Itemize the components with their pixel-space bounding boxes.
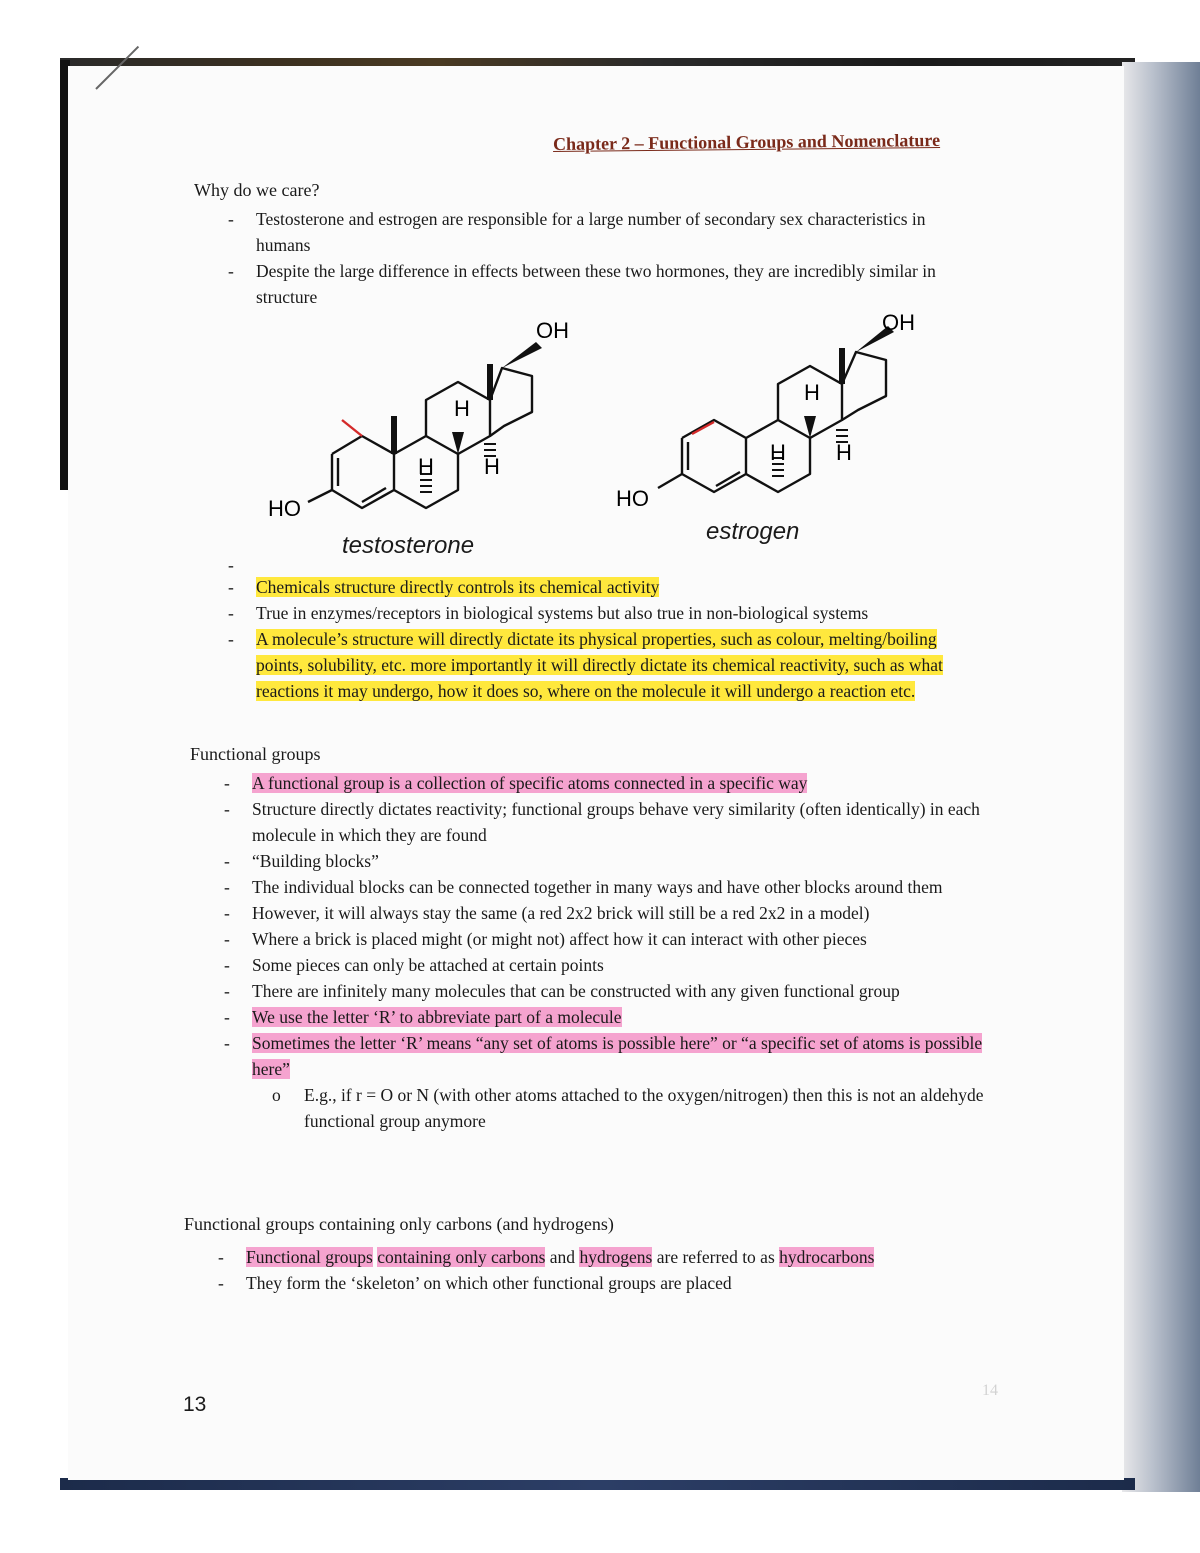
h-label: H xyxy=(836,440,852,465)
h-label: H xyxy=(484,454,500,479)
hydrocarbon-bullet xyxy=(218,1270,1008,1296)
h-label: H xyxy=(770,440,786,465)
bullet-text: True in enzymes/receptors in biological systems but also true in non-biological systems xyxy=(256,603,869,623)
functional-bullet xyxy=(224,796,984,848)
estrogen-label: estrogen xyxy=(706,518,800,545)
testosterone-label: testosterone xyxy=(342,532,475,559)
highlighted-text: A molecule’s structure will directly dictate its physical properties, such as colour, melting/boiling points, solubility, etc. more importantly it will directly dictate its chemical reactivity, such as what reactions it may undergo, how it does so, where on the molecule it will undergo a reaction etc. xyxy=(256,629,943,701)
scan-right-edge xyxy=(1122,62,1200,1492)
bullet-text: and xyxy=(545,1247,580,1267)
highlighted-text: Chemicals structure directly controls its chemical activity xyxy=(256,577,660,597)
oh-label: OH xyxy=(882,310,915,335)
functional-bullet-list xyxy=(224,770,984,1134)
why-heading: Why do we care? xyxy=(194,180,320,200)
functional-bullet xyxy=(224,770,984,796)
highlighted-text: Sometimes the letter ‘R’ means “any set of atoms is possible here” or “a specific set of atoms is possible here” xyxy=(252,1033,983,1079)
functional-bullet xyxy=(224,978,984,1004)
hydrocarbon-bullet xyxy=(218,1244,1008,1270)
bullet-text: Structure directly dictates reactivity; functional groups behave very similarity (often identically) in each molecule in which they are found xyxy=(252,799,980,845)
highlighted-text: Functional groups xyxy=(246,1247,373,1267)
highlighted-text: A functional group is a collection of specific atoms connected in a specific way xyxy=(252,773,808,793)
bullet-text: There are infinitely many molecules that can be constructed with any given functional group xyxy=(252,981,900,1001)
functional-bullet xyxy=(224,900,984,926)
highlighted-text: hydrogens xyxy=(579,1247,653,1267)
functional-sub-bullet: o E.g., if r = O or N (with other atoms attached to the oxygen/nitrogen) then this is not an aldehyde functional group anymore xyxy=(224,1082,984,1134)
bullet-text: are referred to as xyxy=(652,1247,780,1267)
highlighted-text: We use the letter ‘R’ to abbreviate part of a molecule xyxy=(252,1007,622,1027)
bullet-text: They form the ‘skeleton’ on which other functional groups are placed xyxy=(246,1273,732,1293)
structure-bullet-list xyxy=(228,552,983,704)
h-label: H xyxy=(454,396,470,421)
bullet-text: However, it will always stay the same (a red 2x2 brick will still be a red 2x2 in a model) xyxy=(252,903,870,923)
bullet-text: Some pieces can only be attached at certain points xyxy=(252,955,604,975)
highlighted-text: containing only carbons xyxy=(377,1247,546,1267)
hydrocarbons-heading: Functional groups containing only carbons (and hydrogens) xyxy=(184,1214,614,1234)
bullet-text: Where a brick is placed might (or might not) affect how it can interact with other pieces xyxy=(252,929,867,949)
why-bullet: - Testosterone and estrogen are responsible for a large number of secondary sex characteristics in humans xyxy=(228,206,968,258)
functional-groups-heading: Functional groups xyxy=(190,744,321,764)
functional-bullet xyxy=(224,952,984,978)
h-label: H xyxy=(804,380,820,405)
bullet-text: “Building blocks” xyxy=(252,851,379,871)
why-bullet: - Despite the large difference in effects between these two hormones, they are incredibly similar in structure xyxy=(228,258,968,310)
oh-label: OH xyxy=(536,318,569,343)
functional-bullet xyxy=(224,926,984,952)
h-label: H xyxy=(418,454,434,479)
chapter-title: Chapter 2 – Functional Groups and Nomenclature xyxy=(552,129,941,155)
hydrocarbon-bullet-list xyxy=(218,1244,1008,1296)
page-number: 13 xyxy=(183,1393,207,1416)
structure-bullet xyxy=(228,600,983,626)
structure-bullet xyxy=(228,626,983,704)
empty-bullet xyxy=(228,552,983,574)
highlighted-text: hydrocarbons xyxy=(779,1247,875,1267)
ho-label: HO xyxy=(616,486,649,511)
testosterone-structure xyxy=(260,316,580,566)
structure-bullet xyxy=(228,574,983,600)
bleed-through-page-number: 14 xyxy=(982,1382,998,1399)
functional-bullet xyxy=(224,874,984,900)
functional-bullet xyxy=(224,848,984,874)
functional-bullet xyxy=(224,1004,984,1030)
why-bullet-list xyxy=(228,206,968,310)
functional-bullet xyxy=(224,1030,984,1082)
bullet-text: The individual blocks can be connected together in many ways and have other blocks around them xyxy=(252,877,943,897)
ho-label: HO xyxy=(268,496,301,521)
